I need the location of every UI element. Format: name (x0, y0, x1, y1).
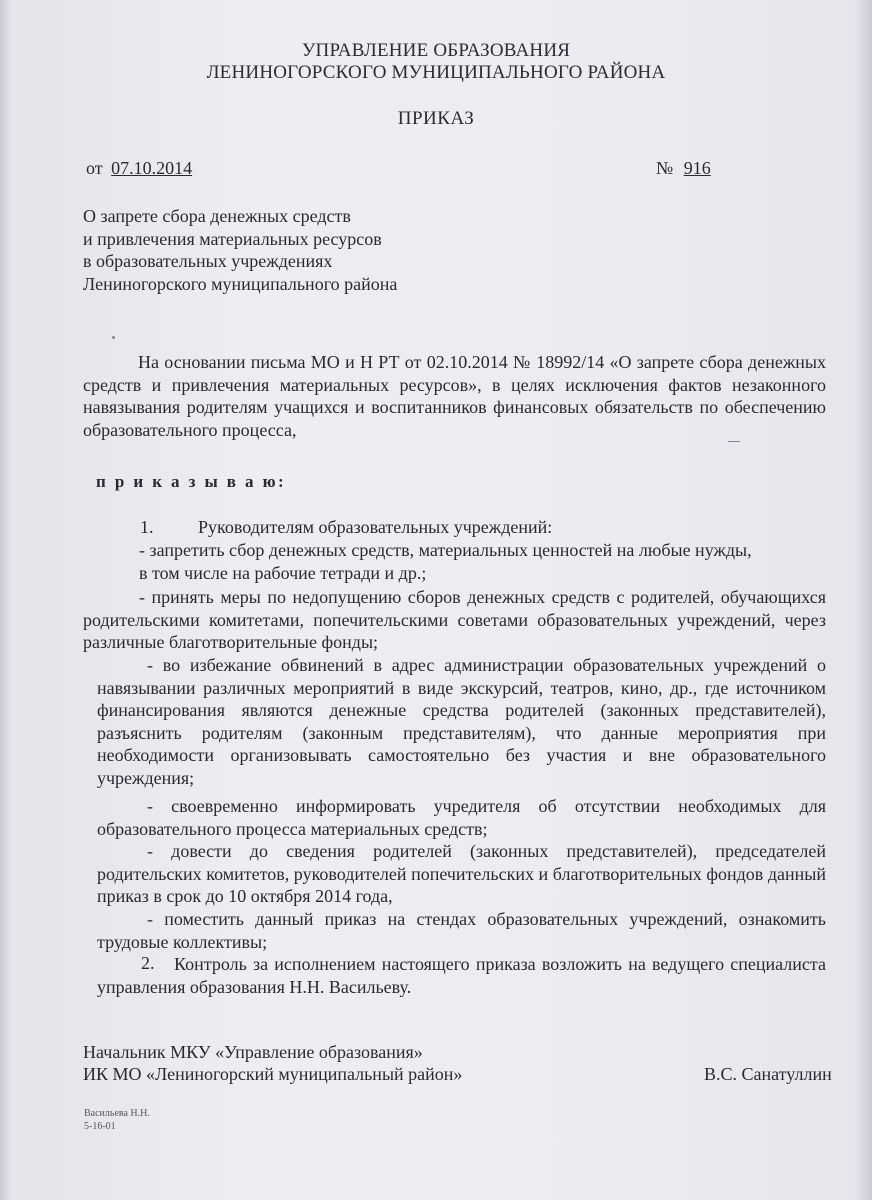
scan-speck (112, 336, 115, 339)
item1-sub1-line1: - запретить сбор денежных средств, материальных ценностей на любые нужды, (139, 540, 752, 560)
document-number: 916 (683, 158, 711, 178)
signer-name: В.С. Санатуллин (704, 1064, 832, 1084)
executor-phone: 5-16-01 (84, 1121, 116, 1132)
scan-shadow-right (854, 0, 872, 1200)
subject-line: О запрете сбора денежных средств (83, 206, 351, 226)
preamble-paragraph: На основании письма МО и Н РТ от 02.10.2014 № 18992/14 «О запрете сбора денежных средств и привлечения материальных ресурсов», в целях исключения фактов незаконного навязывания родителям учащихся и воспитанников финансовых обязательств по обеспечению образовательного процесса, (83, 352, 826, 440)
item1-text: Руководителям образовательных учреждений: (198, 517, 553, 537)
item2-number: 2. (141, 953, 155, 973)
scan-shadow-left (0, 0, 12, 1200)
date-line (86, 158, 192, 179)
subject-line: и привлечения материальных ресурсов (83, 228, 382, 249)
executor-name: Васильева Н.Н. (84, 1108, 150, 1119)
org-name-line1: УПРАВЛЕНИЕ ОБРАЗОВАНИЯ (301, 40, 571, 61)
item1-sub4: - своевременно информировать учредителя об отсутствии необходимых для образовательного процесса материальных средств; (97, 796, 826, 839)
item1-sub5: - довести до сведения родителей (законных представителей), председателей родительских комитетов, руководителей попечительских и благотворительных фондов данный приказ в срок до 10 октября 2014 года, (97, 841, 826, 906)
orders-word: п р и к а з ы в а ю: (96, 472, 287, 491)
org-name-line2: ЛЕНИНОГОРСКОГО МУНИЦИПАЛЬНОГО РАЙОНА (206, 62, 666, 83)
date-prefix: от (86, 158, 103, 178)
document-title: ПРИКАЗ (397, 108, 475, 129)
item1-sub2: - принять меры по недопущению сборов денежных средств с родителей, обучающихся родительскими комитетами, попечительскими советами образовательных учреждений, через различные благотворительные фонды; (83, 587, 826, 652)
signer-position-line2: ИК МО «Лениногорский муниципальный район» (83, 1064, 463, 1084)
item1-sub6: - поместить данный приказ на стендах образовательных учреждений, ознакомить трудовые коллективы; (97, 909, 826, 952)
document-subject (83, 205, 397, 295)
number-line (656, 158, 711, 179)
item1-number: 1. (140, 517, 154, 537)
signer-position-line1: Начальник МКУ «Управление образования» (83, 1042, 423, 1062)
scan-mark (728, 441, 740, 442)
document-date: 07.10.2014 (111, 158, 193, 178)
subject-line: в образовательных учреждениях (83, 251, 333, 271)
subject-line: Лениногорского муниципального района (83, 273, 398, 294)
item1-sub1-line2: в том числе на рабочие тетради и др.; (139, 563, 427, 583)
item1-sub3: - во избежание обвинений в адрес администрации образовательных учреждений о навязывании различных мероприятий в виде экскурсий, театров, кино, др., где источником финансирования являются денежные средства родителей (законных представителей), разъяснить родителям (законным представителям), что данные мероприятия при необходимости организовывать самостоятельно без участия и вне образовательного учреждения; (97, 655, 826, 788)
number-prefix: № (656, 158, 674, 178)
item2-text: Контроль за исполнением настоящего приказа возложить на ведущего специалиста управления образования Н.Н. Васильеву. (97, 954, 826, 997)
